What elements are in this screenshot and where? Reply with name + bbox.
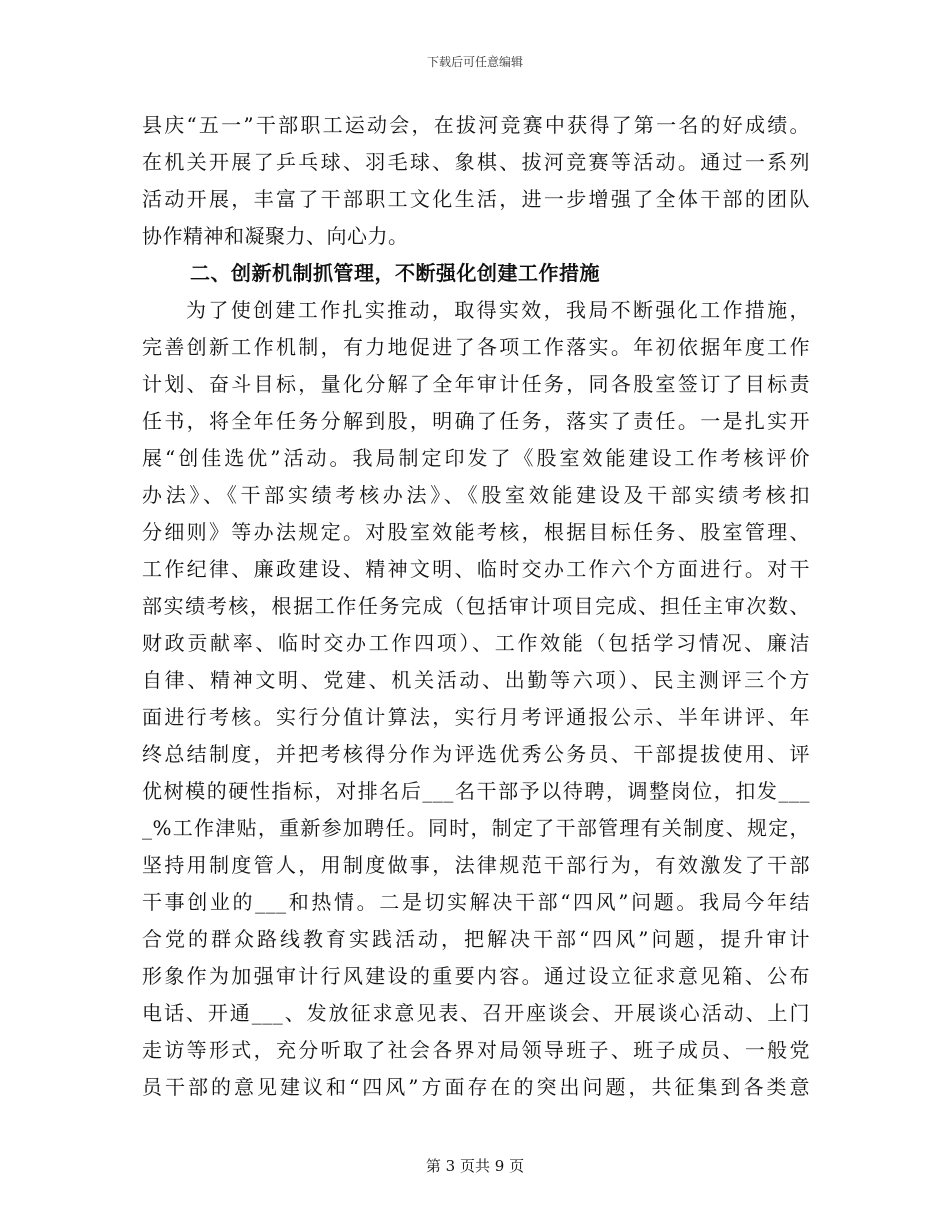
text-line: 走访等形式，充分听取了社会各界对局领导班子、班子成员、一般党 [142, 1038, 810, 1062]
document-body [142, 107, 810, 1106]
text-line: 在机关开展了乒乓球、羽毛球、象棋、拔河竞赛等活动。通过一系列 [142, 150, 810, 174]
text-line: 县庆“五一”干部职工运动会，在拔河竞赛中获得了第一名的好成绩。 [142, 113, 810, 137]
text-line: 为了使创建工作扎实推动，取得实效，我局不断强化工作措施， [186, 298, 810, 322]
text-line: 分细则》等办法规定。对股室效能考核，根据目标任务、股室管理、 [142, 520, 810, 544]
text-line: 坚持用制度管人，用制度做事，法律规范干部行为，有效激发了干部 [142, 853, 810, 877]
text-line: 电话、开通___、发放征求意见表、召开座谈会、开展谈心活动、上门 [142, 1001, 810, 1025]
text-line: 形象作为加强审计行风建设的重要内容。通过设立征求意见箱、公布 [142, 964, 810, 988]
text-line: 办法》、《干部实绩考核办法》、《股室效能建设及干部实绩考核扣 [142, 483, 810, 507]
text-line: 优树模的硬性指标，对排名后___名干部予以待聘，调整岗位，扣发___ [142, 779, 810, 803]
text-line: 干事创业的___和热情。二是切实解决干部“四风”问题。我局今年结 [142, 890, 810, 914]
text-line: _%工作津贴，重新参加聘任。同时，制定了干部管理有关制度、规定， [142, 816, 810, 840]
text-line: 工作纪律、廉政建设、精神文明、临时交办工作六个方面进行。对干 [142, 557, 810, 581]
text-line: 展“创佳选优”活动。我局制定印发了《股室效能建设工作考核评价 [142, 446, 810, 470]
section-heading: 二、创新机制抓管理，不断强化创建工作措施 [190, 261, 600, 285]
text-line: 完善创新工作机制，有力地促进了各项工作落实。年初依据年度工作 [142, 335, 810, 359]
text-line: 终总结制度，并把考核得分作为评选优秀公务员、干部提拔使用、评 [142, 742, 810, 766]
text-line: 活动开展，丰富了干部职工文化生活，进一步增强了全体干部的团队 [142, 187, 810, 211]
text-line: 计划、奋斗目标，量化分解了全年审计任务，同各股室签订了目标责 [142, 372, 810, 396]
text-line: 任书，将全年任务分解到股，明确了任务，落实了责任。一是扎实开 [142, 409, 810, 433]
text-line: 员干部的意见建议和“四风”方面存在的突出问题，共征集到各类意 [142, 1075, 810, 1099]
text-line: 部实绩考核，根据工作任务完成（包括审计项目完成、担任主审次数、 [142, 594, 810, 618]
page-number: 第 3 页共 9 页 [425, 1157, 525, 1175]
text-line: 财政贡献率、临时交办工作四项）、工作效能（包括学习情况、廉洁 [142, 631, 810, 655]
page-header: 下载后可任意编辑 [426, 55, 523, 69]
text-line: 面进行考核。实行分值计算法，实行月考评通报公示、半年讲评、年 [142, 705, 810, 729]
text-line: 自律、精神文明、党建、机关活动、出勤等六项）、民主测评三个方 [142, 668, 810, 692]
text-line: 合党的群众路线教育实践活动，把解决干部“四风”问题，提升审计 [142, 927, 810, 951]
text-line: 协作精神和凝聚力、向心力。 [142, 224, 409, 248]
